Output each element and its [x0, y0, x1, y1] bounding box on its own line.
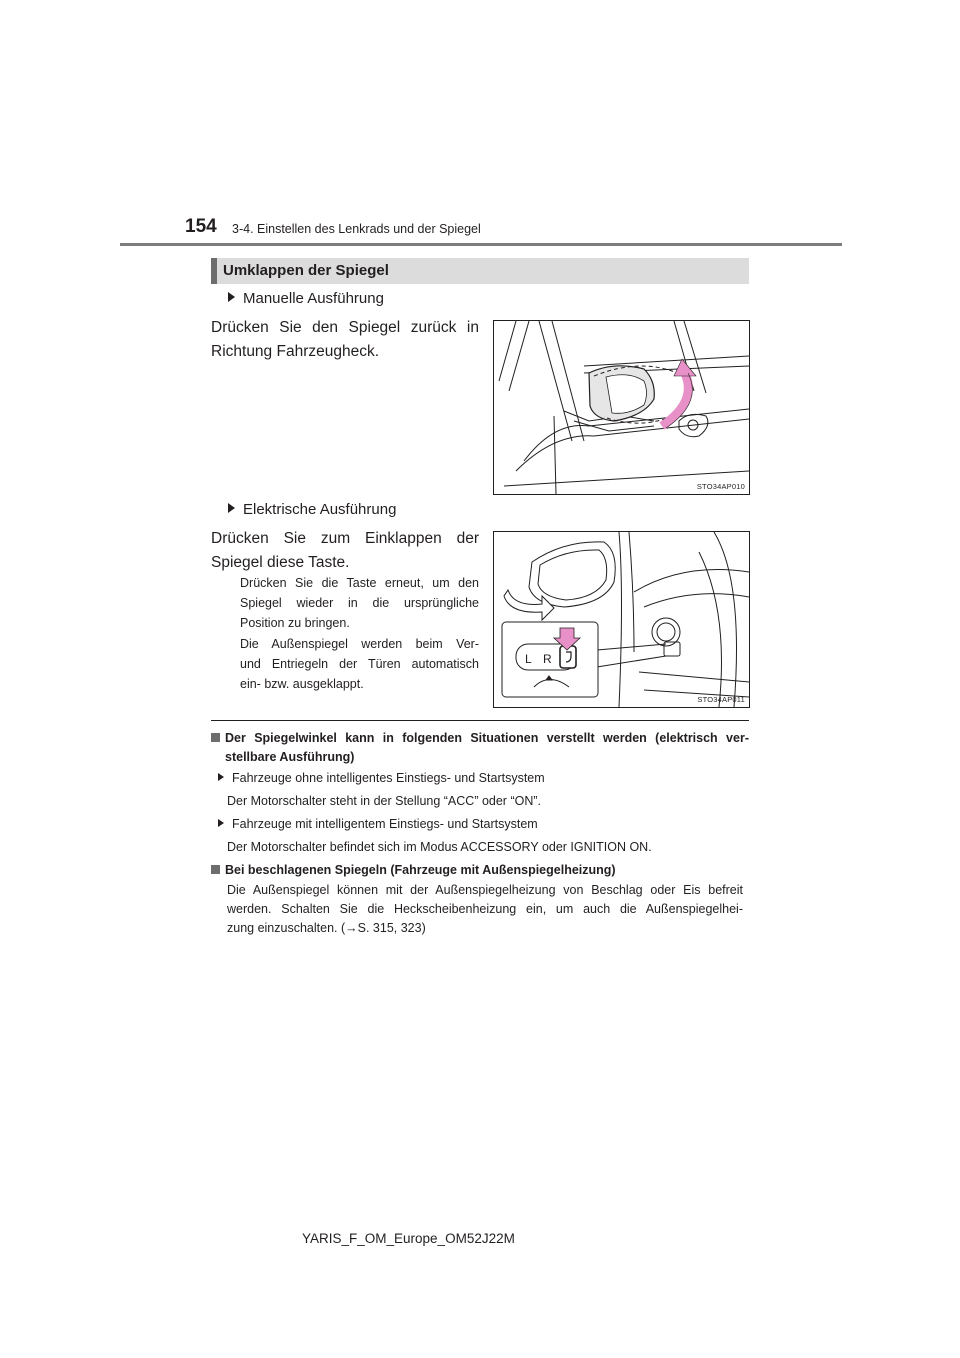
switch-label-right: R [543, 652, 552, 666]
info-text2-line1: Die Außenspiegel können mit der Außenspiegelheizung von Beschlag oder Eis befreit [227, 883, 743, 897]
page-number: 154 [185, 216, 217, 237]
manual-text-line2: Richtung Fahrzeugheck. [211, 342, 380, 360]
triangle-bullet-icon [218, 773, 224, 781]
square-bullet-icon [211, 733, 220, 742]
info-sub-2-text: Der Motorschalter befindet sich im Modus ACCESSORY oder IGNITION ON. [227, 840, 652, 854]
manual-figure-code: STO34AP010 [696, 482, 745, 491]
manual-heading: Manuelle Ausführung [243, 290, 384, 307]
info-sub-1-row [218, 769, 545, 788]
electric-heading-row [228, 501, 396, 518]
switch-label-left: L [525, 652, 532, 666]
manual-mirror-illustration [494, 321, 749, 494]
section-title-bar [211, 258, 749, 284]
electric-figure-code: STO34AP011 [697, 695, 745, 704]
manual-text-line1: Drücken Sie den Spiegel zurück in [211, 319, 479, 336]
info-sub-2: Fahrzeuge mit intelligentem Einstiegs- und Startsystem [232, 817, 538, 831]
info-text2-line2: werden. Schalten Sie die Heckscheibenheizung ein, um auch die Außenspiegelhei- [227, 902, 743, 916]
electric-switch-illustration [494, 532, 749, 707]
info-heading-1 [211, 729, 749, 767]
electric-instruction [211, 527, 479, 574]
header-divider [120, 243, 842, 246]
electric-note-1 [240, 573, 479, 633]
section-title: Umklappen der Spiegel [223, 262, 389, 279]
electric-heading: Elektrische Ausführung [243, 501, 397, 518]
electric-note-2 [240, 634, 479, 694]
electric-switch-figure [493, 531, 750, 708]
square-bullet-icon [211, 865, 220, 874]
info-text-2 [227, 881, 743, 938]
note1-line3: Position zu bringen. [240, 616, 350, 630]
info-sub-1: Fahrzeuge ohne intelligentes Einstiegs- und Startsystem [232, 771, 545, 785]
manual-instruction [211, 316, 479, 363]
note2-line3: ein- bzw. ausgeklappt. [240, 677, 364, 691]
electric-text-line1: Drücken Sie zum Einklappen der [211, 530, 479, 547]
note2-line1: Die Außenspiegel werden beim Ver- [240, 637, 479, 651]
manual-heading-row [228, 290, 384, 307]
manual-mirror-figure [493, 320, 750, 495]
triangle-bullet-icon [228, 292, 235, 302]
info-heading1-line2: stellbare Ausführung) [225, 750, 355, 764]
footer-doc-id: YARIS_F_OM_Europe_OM52J22M [302, 1231, 515, 1246]
triangle-bullet-icon [218, 819, 224, 827]
section-marker [211, 258, 217, 284]
note1-line2: Spiegel wieder in die ursprüngliche [240, 596, 479, 610]
note2-line2: und Entriegeln der Türen automatisch [240, 657, 479, 671]
info-heading-2: Bei beschlagenen Spiegeln (Fahrzeuge mit Außenspiegelheizung) [225, 863, 616, 877]
info-heading1-line1: Der Spiegelwinkel kann in folgenden Situationen verstellt werden (elektrisch ver- [225, 731, 749, 745]
info-sub-2-row [218, 815, 538, 834]
info-sub-1-text: Der Motorschalter steht in der Stellung “ACC” oder “ON”. [227, 794, 541, 808]
info-divider [211, 720, 749, 721]
chapter-title: 3-4. Einstellen des Lenkrads und der Spiegel [232, 222, 481, 236]
note1-line1: Drücken Sie die Taste erneut, um den [240, 576, 479, 590]
triangle-bullet-icon [228, 503, 235, 513]
info-text2-line3: zung einzuschalten. (→S. 315, 323) [227, 921, 426, 935]
info-heading-2-row [211, 861, 616, 880]
electric-text-line2: Spiegel diese Taste. [211, 553, 350, 571]
